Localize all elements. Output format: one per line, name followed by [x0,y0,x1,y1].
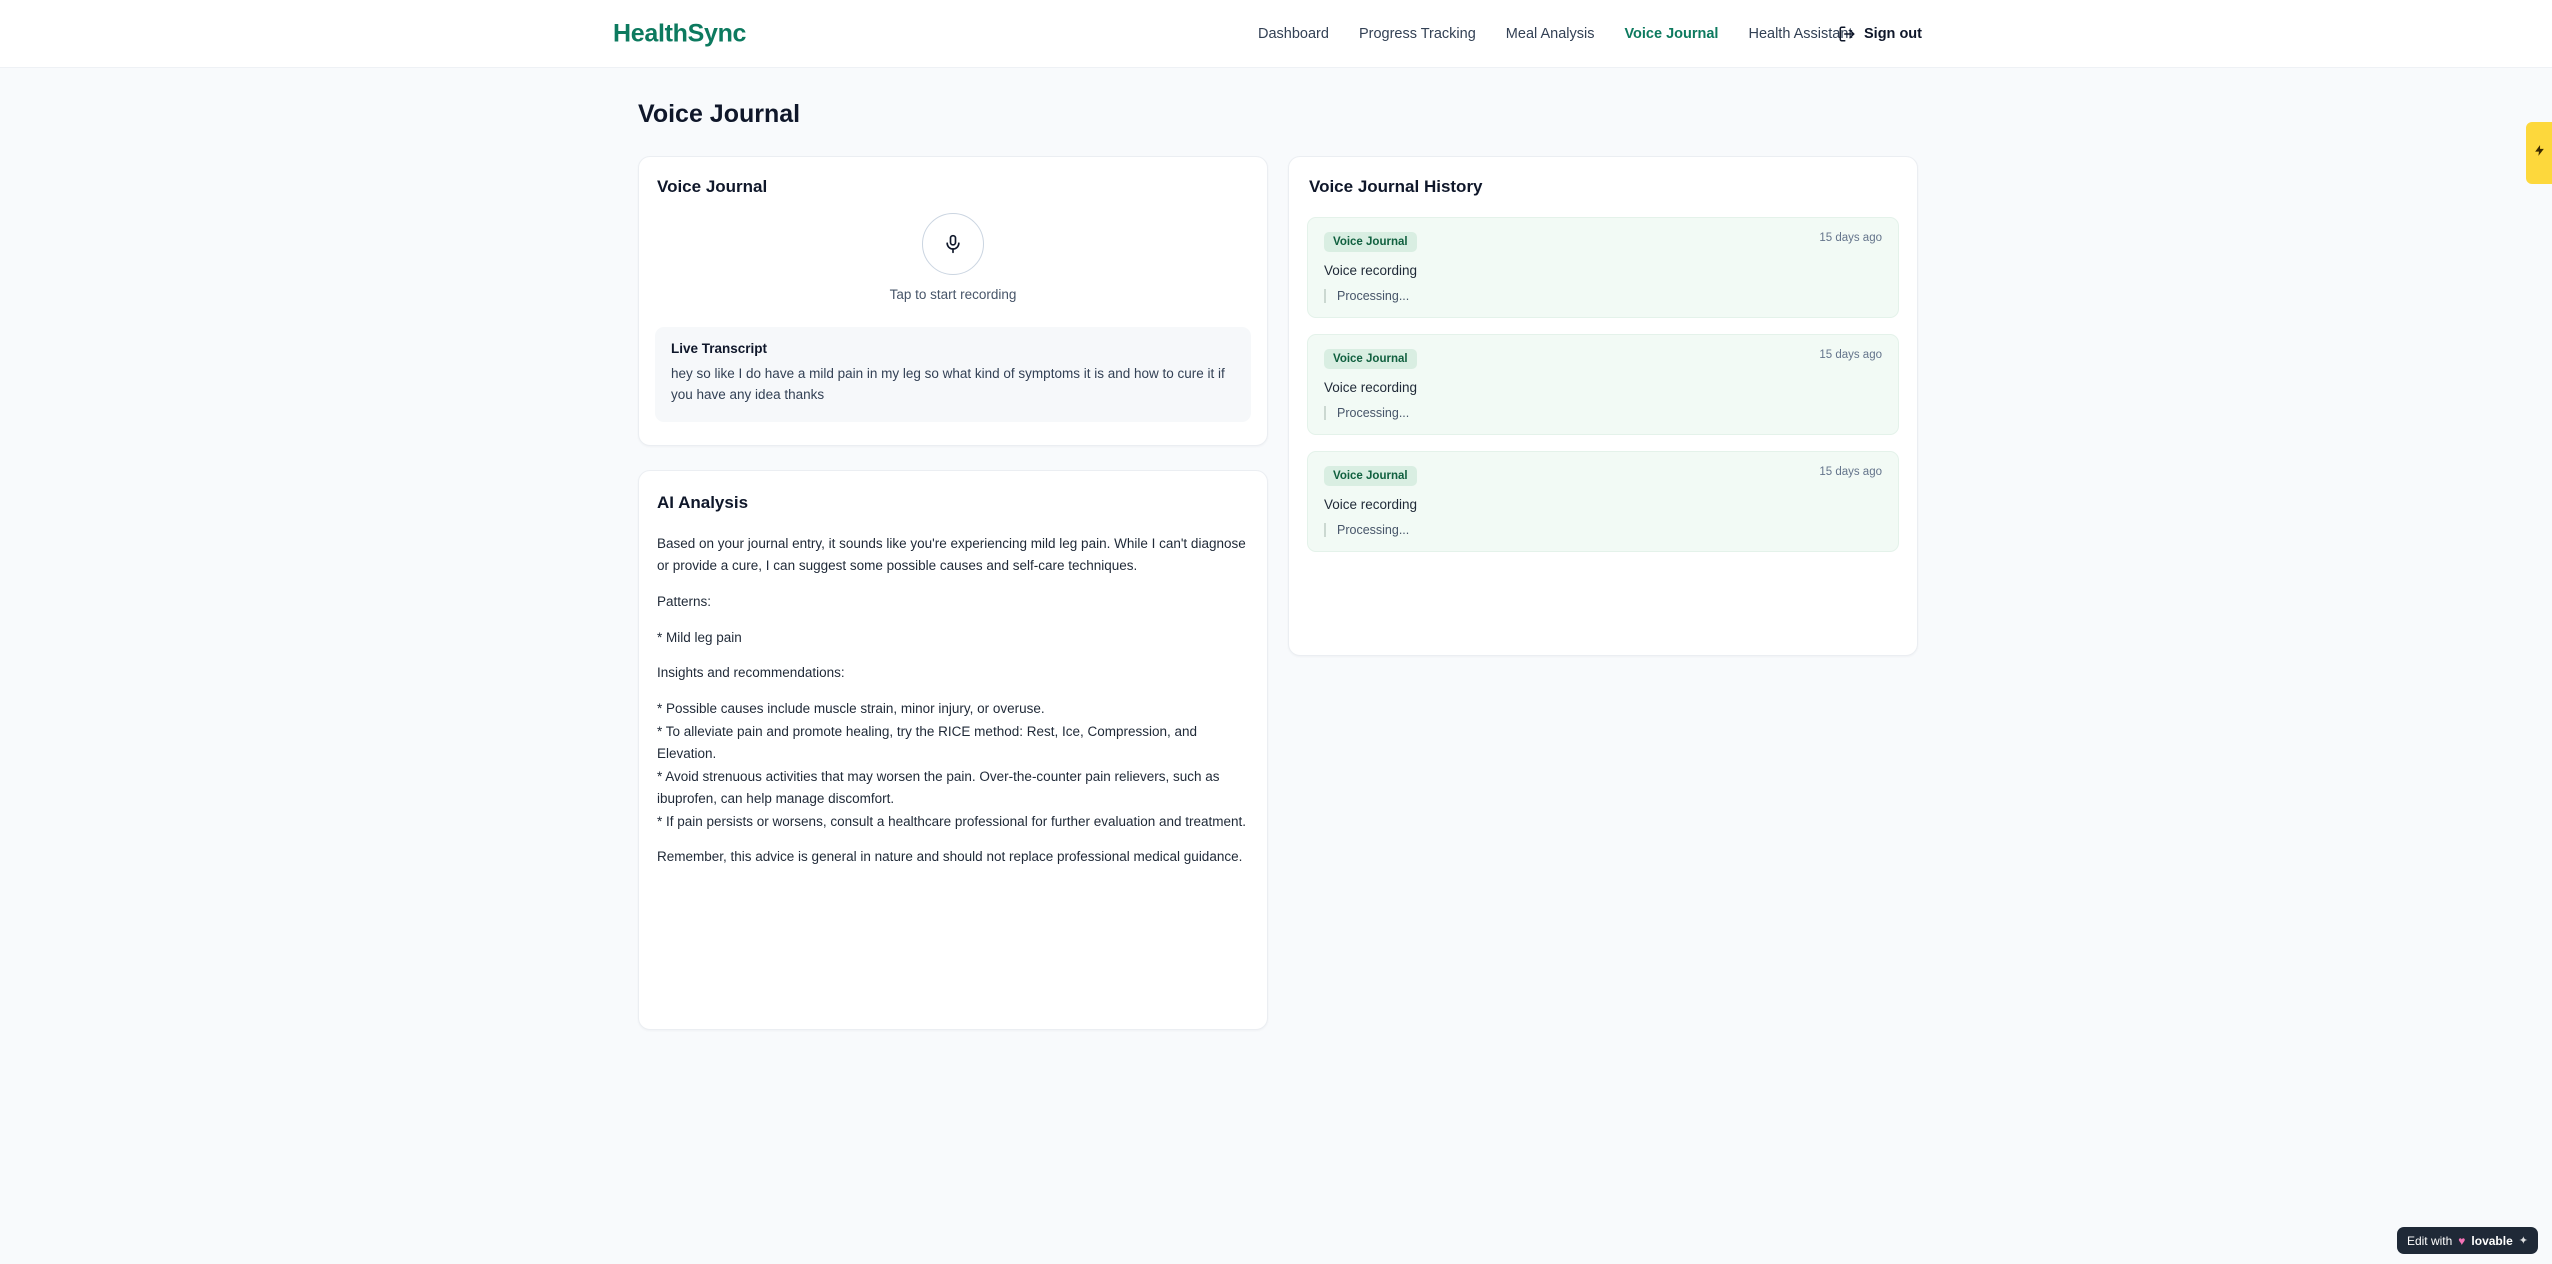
edge-widget-tab[interactable] [2526,122,2552,184]
nav-item-meal-analysis[interactable]: Meal Analysis [1505,25,1595,42]
list-item-title: Voice recording [1324,380,1418,395]
lightning-icon [2533,144,2546,162]
ai-analysis-body [657,533,1249,882]
live-transcript-panel [655,327,1251,422]
sign-out-label: Sign out [1864,25,1922,42]
lovable-wordmark: lovable [2471,1233,2513,1248]
timestamp: 15 days ago [1819,349,1882,361]
status-badge: Voice Journal [1324,232,1417,252]
sign-out-button[interactable] [1838,25,1922,43]
list-item-status: Processing... [1324,406,1882,420]
ai-analysis-insight-item: * If pain persists or worsens, consult a healthcare professional for further evaluation and treatment. [657,813,1247,829]
voice-journal-card [638,156,1268,446]
edit-with-label: Edit with [2406,1233,2453,1248]
ai-analysis-insight-list [657,698,1249,832]
voice-journal-card-title: Voice Journal [657,177,768,196]
timestamp: 15 days ago [1819,466,1882,478]
ai-analysis-pattern-item: * Mild leg pain [657,629,742,645]
list-item[interactable] [1307,334,1899,435]
voice-journal-history-title: Voice Journal History [1309,177,1483,196]
ai-analysis-insight-item: * Avoid strenuous activities that may worsen the pain. Over-the-counter pain relievers, such as ibuprofen, can help manage discomfort. [657,768,1220,806]
edit-with-lovable-badge[interactable] [2397,1227,2538,1254]
live-transcript-label: Live Transcript [671,341,768,356]
list-item-title: Voice recording [1324,497,1418,512]
list-item[interactable] [1307,217,1899,318]
ai-analysis-intro: Based on your journal entry, it sounds like you're experiencing mild leg pain. While I can't diagnose or provide a cure, I can suggest some possible causes and self-care techniques. [657,536,1246,573]
voice-journal-history-card [1288,156,1918,656]
ai-analysis-patterns-heading: Patterns: [657,593,712,609]
brand-logo[interactable]: HealthSync [613,19,747,47]
microphone-icon [943,234,963,254]
record-caption: Tap to start recording [889,287,1017,302]
voice-journal-history-list [1307,217,1899,568]
list-item[interactable] [1307,451,1899,552]
record-control [639,213,1267,302]
nav-item-dashboard[interactable]: Dashboard [1258,25,1329,42]
main-nav [1258,26,1852,42]
list-item-title: Voice recording [1324,263,1418,278]
list-item-status: Processing... [1324,289,1882,303]
sparkle-icon: ✦ [2518,1235,2528,1247]
top-navbar [0,0,2552,68]
ai-analysis-insights-heading: Insights and recommendations: [657,665,845,681]
ai-analysis-insight-item: * To alleviate pain and promote healing, try the RICE method: Rest, Ice, Compression, and Elevation. [657,724,1198,762]
ai-analysis-closing: Remember, this advice is general in nature and should not replace professional medical guidance. [657,849,1243,865]
nav-item-voice-journal[interactable]: Voice Journal [1624,25,1719,42]
ai-analysis-card [638,470,1268,1030]
page-title: Voice Journal [638,100,801,128]
status-badge: Voice Journal [1324,349,1417,369]
status-badge: Voice Journal [1324,466,1417,486]
logout-icon [1838,25,1856,43]
nav-item-health-assistant[interactable]: Health Assistant [1748,25,1853,42]
record-button[interactable] [922,213,984,275]
list-item-status: Processing... [1324,523,1882,537]
ai-analysis-card-title: AI Analysis [657,493,749,512]
timestamp: 15 days ago [1819,232,1882,244]
live-transcript-text: hey so like I do have a mild pain in my leg so what kind of symptoms it is and how to cure it if you have any idea thanks [671,366,1225,402]
ai-analysis-insight-item: * Possible causes include muscle strain, minor injury, or overuse. [657,701,1045,717]
nav-item-progress-tracking[interactable]: Progress Tracking [1358,25,1476,42]
heart-icon: ♥ [2458,1233,2466,1248]
